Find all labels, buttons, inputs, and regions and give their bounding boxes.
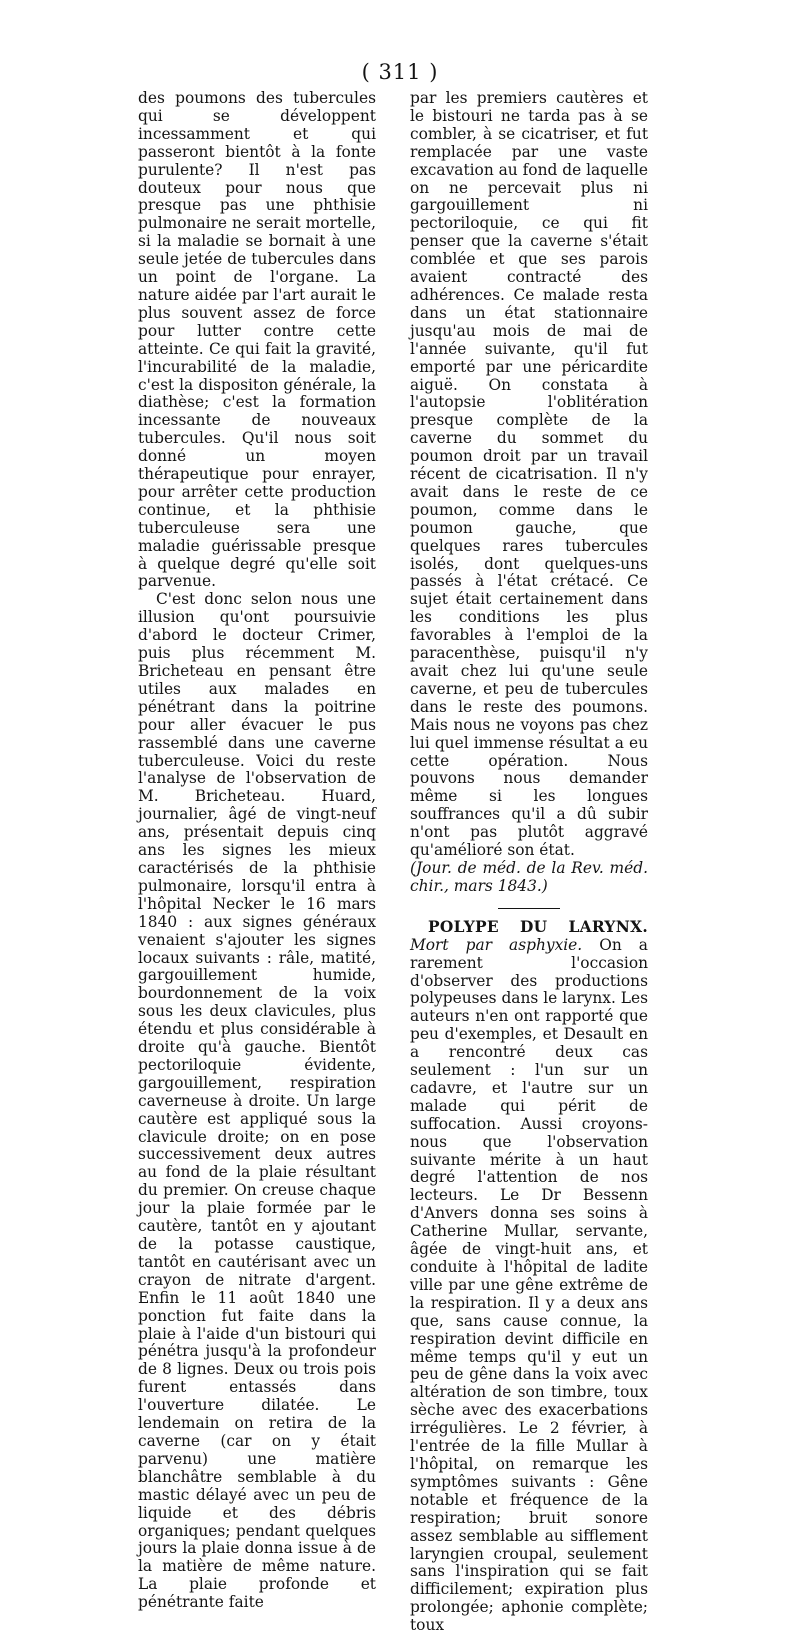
left-column <box>138 90 376 1612</box>
journal-reference: (Jour. de méd. de la Rev. méd. chir., mars 1843.) <box>410 858 648 895</box>
paragraph-polype-body: On a rarement l'occasion d'observer des productions polypeuses dans le larynx. Les auteurs n'en ont rapporté que peu d'exemples, et Desault en a rencontré deux cas seulement : l'un sur un cadavre, et l'autre sur un malade qui périt de suffocation. Aussi croyons-nous que l'observation suivante mérite à un haut degré l'attention de nos lecteurs. Le Dr Bessenn d'Anvers donna ses soins à Catherine Mullar, servante, âgée de vingt-huit ans, et conduite à l'hôpital de ladite ville par une gêne extrême de la respiration. Il y a deux ans que, sans cause connue, la respiration devint difficile en même temps qu'il y eut un peu de gêne dans la voix avec altération de son timbre, toux sèche avec des exacerbations irrégulières. Le 2 février, à l'entrée de la fille Mullar à l'hôpital, on remarque les symptômes suivants : Gêne notable et fréquence de la respiration; bruit sonore assez semblable au sifflement laryngien croupal, seulement sans l'inspiration qui se fait difficilement; expiration plus prolongée; aphonie complète; toux <box>410 935 648 1635</box>
page-number: ( 311 ) <box>361 60 439 84</box>
section-divider <box>498 908 560 909</box>
paragraph-cicatrisation: par les premiers cautères et le bistouri ne tarda pas à se combler, à se cicatriser, et fut remplacée par une vaste excavation au fond de laquelle on ne percevait plus ni gargouillement ni pectoriloquie, ce qui fit penser que la caverne s'était comblée et que ses parois avaient contracté des adhérences. Ce malade resta dans un état stationnaire jusqu'au mois de mai de l'année suivante, qu'il fut emporté par une péricardite aiguë. On constata à l'autopsie l'oblitération presque complète de la caverne du sommet du poumon droit par un travail récent de cicatrisation. Il n'y avait dans le reste de ce poumon, comme dans le poumon gauche, que quelques rares tubercules isolés, dont quelques-uns passés à l'état crétacé. Ce sujet était certainement dans les conditions les plus favorables à l'emploi de la paracenthèse, puisqu'il n'y avait chez lui qu'une seule caverne, et peu de tubercules dans le reste des poumons. Mais nous ne voyons pas chez lui quel immense résultat a eu cette opération. Nous pouvons nous demander même si les longues souffrances qu'il a dû subir n'ont pas plutôt aggravé qu'amélioré son état. <box>410 89 649 860</box>
section-title: POLYPE DU LARYNX. <box>428 917 648 936</box>
paragraph-polype <box>410 919 648 1635</box>
paragraph-bricheteau: C'est donc selon nous une illusion qu'ont poursuivie d'abord le docteur Crimer, puis plus récemment M. Bricheteau en pensant être utiles aux malades en pénétrant dans la poitrine pour aller évacuer le pus rassemblé dans une caverne tuberculeuse. Voici du reste l'analyse de l'observation de M. Bricheteau. Huard, journalier, âgé de vingt-neuf ans, présentait depuis cinq ans les signes les mieux caractérisés de la phthisie pulmonaire, lorsqu'il entra à l'hôpital Necker le 16 mars 1840 : aux signes généraux venaient s'ajouter les signes locaux suivants : râle, matité, gargouillement humide, bourdonnement de la voix sous les deux clavicules, plus étendu et plus considérable à droite qu'à gauche. Bientôt pectoriloquie évidente, gargouillement, respiration caverneuse à droite. Un large cautère est appliqué sous la clavicule droite; on en pose successivement deux autres au fond de la plaie résultant du premier. On creuse chaque jour la plaie formée par le cautère, tantôt en y ajoutant de la potasse caustique, tantôt en cautérisant avec un crayon de nitrate d'argent. Enfin le 11 août 1840 une ponction fut faite dans la plaie à l'aide d'un bistouri qui pénétra jusqu'à la profondeur de 8 lignes. Deux ou trois pois furent entassés dans l'ouverture dilatée. Le lendemain on retira de la caverne (car on y était parvenu) une matière blanchâtre semblable à du mastic délayé avec un peu de liquide et des débris organiques; pendant quelques jours la plaie donna issue à de la matière de même nature. La plaie profonde et pénétrante faite <box>138 590 376 1612</box>
section-subtitle: Mort par asphyxie. <box>410 935 583 954</box>
right-column <box>410 90 648 1635</box>
paragraph-tubercules: des poumons des tubercules qui se développent incessamment et qui passeront bientôt à la fonte purulente? Il n'est pas douteux pour nous que presque pas une phthisie pulmonaire ne serait mortelle, si la maladie se bornait à une seule jetée de tubercules dans un point de l'organe. La nature aidée par l'art aurait le plus souvent assez de force pour lutter contre cette atteinte. Ce qui fait la gravité, l'incurabilité de la maladie, c'est la dispositon générale, la diathèse; c'est la formation incessante de nouveaux tubercules. Qu'il nous soit donné un moyen thérapeutique pour enrayer, pour arrêter cette production continue, et la phthisie tuberculeuse sera une maladie guérissable presque à quelque degré qu'elle soit parvenue. <box>138 89 376 591</box>
